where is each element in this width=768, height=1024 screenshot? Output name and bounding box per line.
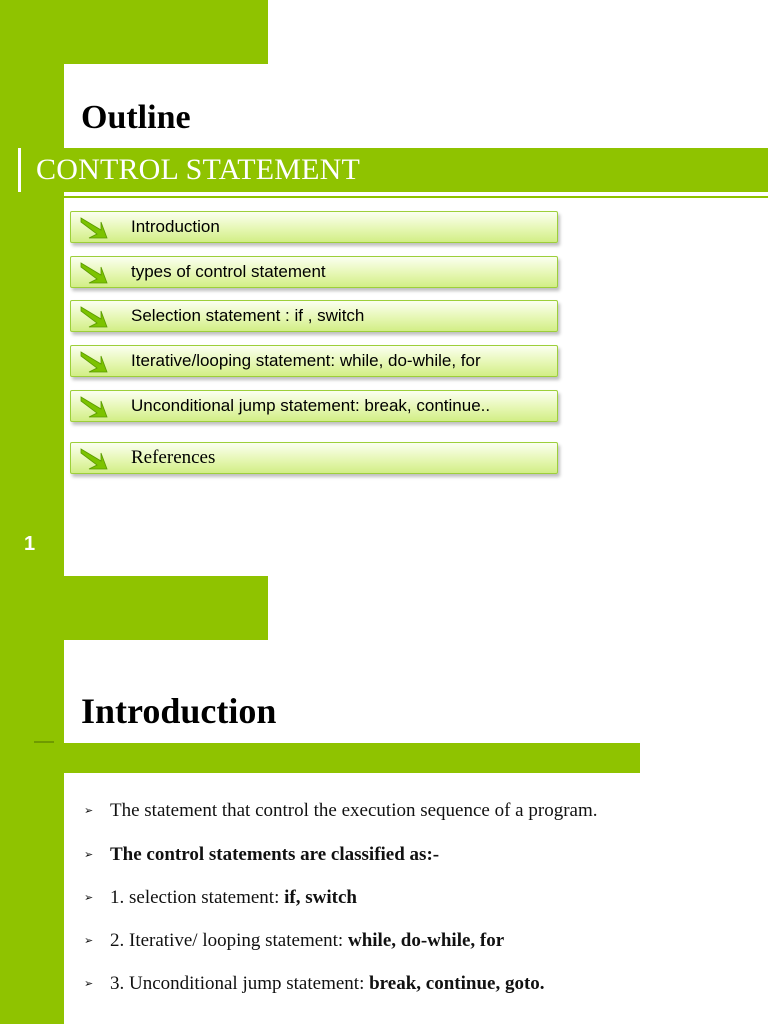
arrowhead-bullet-icon: ➢ xyxy=(84,977,94,990)
bullet-bold-text: while, do-while, for xyxy=(347,930,505,951)
slide-1-green-top-tab xyxy=(0,0,268,64)
bullet-item xyxy=(84,843,439,867)
outline-item-label: Introduction xyxy=(131,217,220,236)
bullet-item xyxy=(84,886,357,910)
banner-text: CONTROL STATEMENT xyxy=(36,153,361,186)
outline-item-types[interactable] xyxy=(70,256,558,288)
outline-item-unconditional[interactable] xyxy=(70,390,558,422)
arrowhead-bullet-icon: ➢ xyxy=(84,891,94,904)
introduction-title: Introduction xyxy=(81,691,277,731)
outline-item-introduction[interactable] xyxy=(70,211,558,243)
arrow-icon xyxy=(79,393,111,421)
title-underline-bar xyxy=(64,743,640,773)
outline-item-label: Iterative/looping statement: while, do-while, for xyxy=(131,351,481,370)
bullet-bold-text: The control statements are classified as:- xyxy=(110,844,440,865)
banner-underline xyxy=(18,196,768,198)
outline-item-label: Selection statement : if , switch xyxy=(131,306,365,325)
outline-item-iterative[interactable] xyxy=(70,345,558,377)
slide-1-green-sidebar xyxy=(0,0,64,576)
slide-2-green-sidebar xyxy=(0,576,64,1024)
bullet-bold-text: if, switch xyxy=(284,887,357,908)
arrow-icon xyxy=(79,445,111,473)
arrow-icon xyxy=(79,348,111,376)
outline-item-label: Unconditional jump statement: break, continue.. xyxy=(131,396,491,415)
arrow-icon xyxy=(79,303,111,331)
bullet-bold-text: break, continue, goto. xyxy=(369,973,545,994)
bullet-item xyxy=(84,799,597,823)
arrowhead-bullet-icon: ➢ xyxy=(84,934,94,947)
sidebar-dash xyxy=(34,741,54,743)
bullet-item xyxy=(84,972,545,996)
bullet-text: 2. Iterative/ looping statement: xyxy=(110,930,348,951)
arrow-icon xyxy=(79,214,111,242)
outline-item-label: References xyxy=(131,447,216,468)
banner-divider xyxy=(18,148,21,192)
arrowhead-bullet-icon: ➢ xyxy=(84,804,94,817)
outline-item-label: types of control statement xyxy=(131,262,326,281)
outline-title: Outline xyxy=(81,99,191,136)
bullet-text: 3. Unconditional jump statement: xyxy=(110,973,370,994)
bullet-text: 1. selection statement: xyxy=(110,887,285,908)
slide-number: 1 xyxy=(24,533,36,555)
outline-item-references[interactable] xyxy=(70,442,558,474)
slide-2-green-top-tab xyxy=(0,576,268,640)
bullet-item xyxy=(84,929,504,953)
arrow-icon xyxy=(79,259,111,287)
bullet-text: The statement that control the execution sequence of a program. xyxy=(110,800,598,821)
arrowhead-bullet-icon: ➢ xyxy=(84,848,94,861)
outline-item-selection[interactable] xyxy=(70,300,558,332)
